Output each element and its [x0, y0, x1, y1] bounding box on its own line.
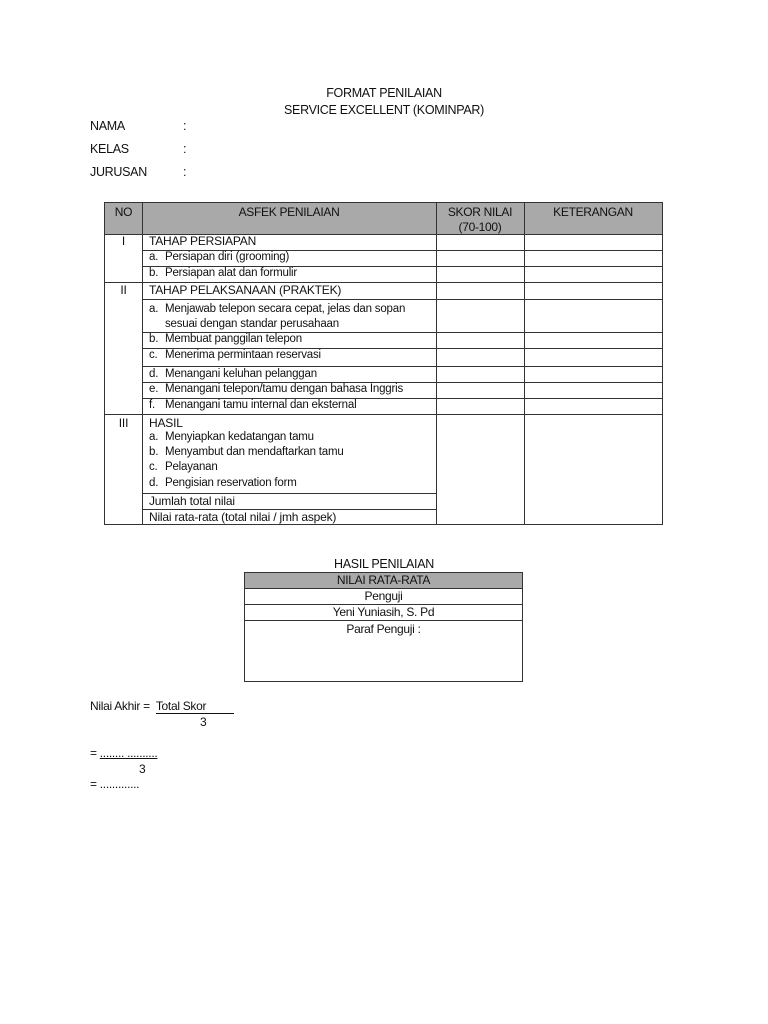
item-text-cont: sesuai dengan standar perusahaan — [165, 318, 339, 330]
jurusan-colon: : — [183, 165, 187, 179]
list-item — [149, 302, 405, 332]
formula-step1 — [90, 746, 157, 760]
section-number: I — [121, 234, 126, 248]
section-title: TAHAP PERSIAPAN — [149, 234, 257, 248]
step2-equals: = — [90, 777, 97, 791]
examiner-name: Yeni Yuniasih, S. Pd — [245, 605, 522, 621]
col-divider — [436, 203, 437, 524]
item-marker: c. — [149, 461, 158, 473]
section-number: III — [118, 416, 129, 430]
list-item — [149, 333, 302, 345]
formula-numerator: Total Skor — [156, 699, 234, 714]
step1-equals: = — [90, 746, 97, 760]
item-marker: a. — [149, 303, 159, 315]
item-text: Menangani tamu internal dan eksternal — [165, 399, 357, 411]
item-text: Menangani keluhan pelanggan — [165, 368, 317, 380]
item-marker: b. — [149, 267, 159, 279]
step1-denominator: 3 — [139, 762, 146, 776]
kelas-colon: : — [183, 142, 187, 156]
identity-nama — [90, 119, 186, 133]
formula-label: Nilai Akhir = — [90, 699, 150, 713]
header-score — [436, 203, 524, 235]
item-marker: e. — [149, 383, 159, 395]
step1-dots: ........ .......... — [99, 746, 158, 760]
list-item — [149, 477, 297, 489]
list-item — [149, 461, 218, 473]
item-marker: a. — [149, 251, 159, 263]
nama-colon: : — [183, 119, 187, 133]
item-text: Menangani telepon/tamu dengan bahasa Inggris — [165, 383, 403, 395]
item-text: Menjawab telepon secara cepat, jelas dan sopan — [165, 303, 406, 315]
list-item — [149, 267, 297, 279]
col-divider — [142, 203, 143, 524]
item-text: Pengisian reservation form — [165, 477, 297, 489]
item-marker: b. — [149, 446, 159, 458]
signature-label: Paraf Penguji : — [346, 622, 421, 636]
formula-denominator: 3 — [200, 715, 207, 729]
kelas-label: KELAS — [90, 142, 129, 156]
item-marker: d. — [149, 477, 159, 489]
list-item — [149, 431, 314, 443]
item-text: Pelayanan — [165, 461, 218, 473]
item-text: Menyiapkan kedatangan tamu — [165, 431, 314, 443]
examiner-label: Penguji — [245, 589, 522, 605]
header-no: NO — [105, 203, 142, 235]
identity-kelas — [90, 142, 186, 156]
row-divider — [142, 299, 662, 300]
section-title: TAHAP PELAKSANAAN (PRAKTEK) — [149, 283, 342, 297]
item-marker: d. — [149, 368, 159, 380]
assessment-table — [104, 202, 663, 525]
row-divider — [142, 366, 662, 367]
result-heading: HASIL PENILAIAN — [334, 557, 434, 571]
header-score-range: (70-100) — [458, 220, 502, 234]
item-marker: f. — [149, 399, 155, 411]
section-number: II — [120, 283, 127, 297]
section-title: HASIL — [149, 416, 183, 430]
item-marker: b. — [149, 333, 159, 345]
item-text: Persiapan diri (grooming) — [165, 251, 290, 263]
item-marker: c. — [149, 349, 158, 361]
jurusan-label: JURUSAN — [90, 165, 147, 179]
item-text: Membuat panggilan telepon — [165, 333, 302, 345]
list-item — [149, 446, 344, 458]
list-item — [149, 383, 403, 395]
total-label: Jumlah total nilai — [149, 494, 235, 508]
result-table — [244, 572, 523, 682]
header-aspect: ASFEK PENILAIAN — [142, 203, 436, 235]
header-score-label: SKOR NILAI — [447, 205, 513, 219]
formula-step2 — [90, 777, 139, 791]
identity-jurusan — [90, 165, 186, 179]
row-divider — [105, 414, 662, 415]
nama-label: NAMA — [90, 119, 125, 133]
document-subtitle: SERVICE EXCELLENT (KOMINPAR) — [284, 103, 484, 117]
list-item — [149, 349, 321, 361]
list-item — [149, 399, 356, 411]
col-divider — [524, 203, 525, 524]
document-title: FORMAT PENILAIAN — [326, 86, 442, 100]
step2-dots: ............. — [99, 777, 140, 791]
list-item — [149, 368, 317, 380]
item-text: Menerima permintaan reservasi — [165, 349, 321, 361]
average-row: NILAI RATA-RATA — [245, 573, 522, 589]
average-label: Nilai rata-rata (total nilai / jmh aspek) — [149, 510, 337, 524]
list-item — [149, 251, 289, 263]
final-score-formula — [90, 699, 234, 714]
header-note: KETERANGAN — [524, 203, 662, 235]
item-text: Menyambut dan mendaftarkan tamu — [165, 446, 344, 458]
item-text: Persiapan alat dan formulir — [165, 267, 298, 279]
item-marker: a. — [149, 431, 159, 443]
